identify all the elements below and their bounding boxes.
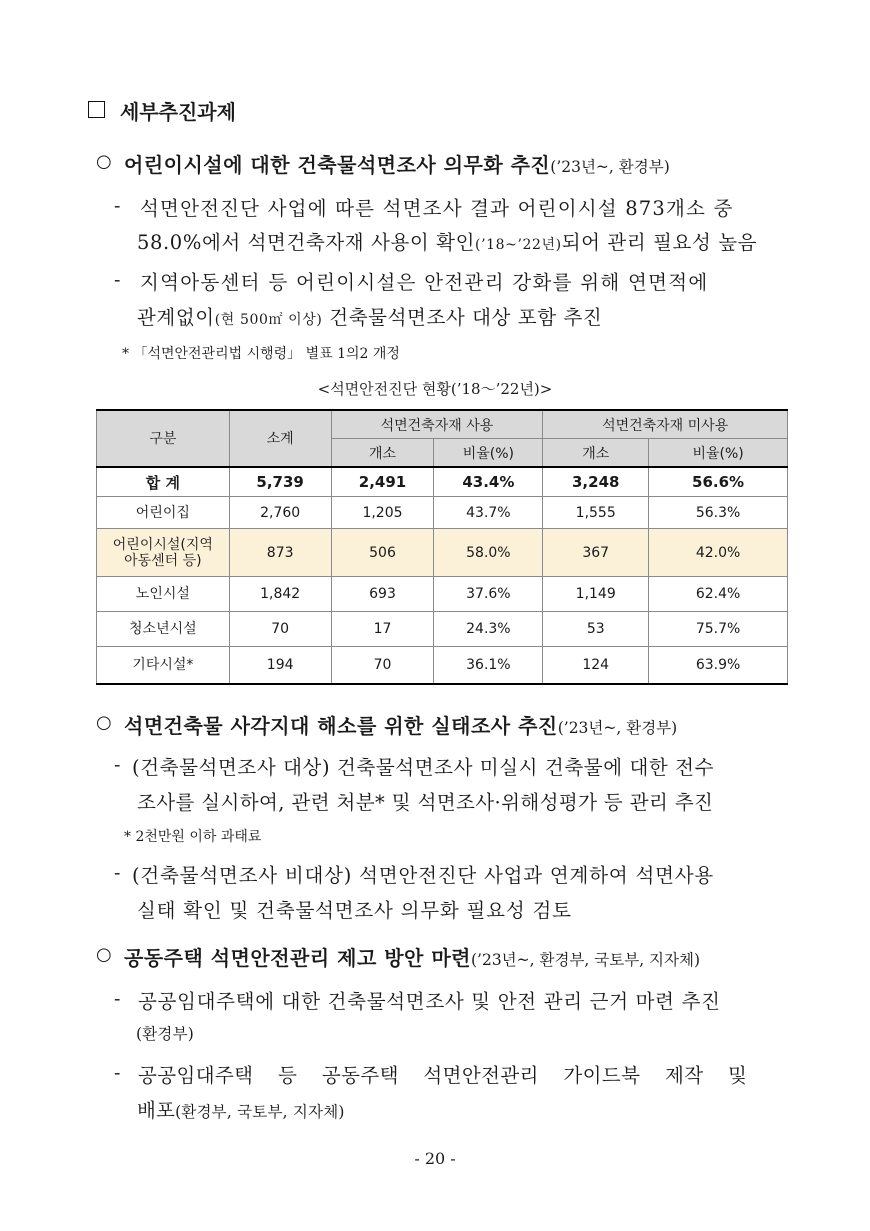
- col-header-used-ratio: 비율(%): [434, 439, 543, 467]
- cell-unused-count: 124: [543, 647, 649, 684]
- table-row: [97, 647, 788, 684]
- item1-sub1-line1: 석면안전진단 사업에 따른 석면조사 결과 어린이시설 873개소 중: [140, 197, 734, 220]
- cell-used-count: 2,491: [331, 467, 434, 497]
- item1-meta: (’23년~, 환경부): [550, 158, 670, 176]
- item1-sub2-line2: 관계없이(현 500㎡ 이상) 건축물석면조사 대상 포함 추진: [137, 306, 603, 329]
- item3-sub1-dash: -: [114, 988, 121, 1010]
- table-row: [97, 497, 788, 529]
- col-header-total: 소계: [229, 410, 331, 467]
- cell-used-ratio: 58.0%: [434, 529, 543, 577]
- item2-sub2-line2: 실태 확인 및 건축물석면조사 의무화 필요성 검토: [137, 899, 572, 922]
- cell-unused-count: 1,555: [543, 497, 649, 529]
- item1-title: 어린이시설에 대한 건축물석면조사 의무화 추진: [124, 153, 551, 177]
- cell-total: 873: [229, 529, 331, 577]
- col-header-unused-count: 개소: [543, 439, 649, 467]
- cell-unused-ratio: 75.7%: [649, 612, 788, 647]
- item2-sub2-line1: (건축물석면조사 비대상) 석면안전진단 사업과 연계하여 석면사용: [132, 864, 715, 887]
- col-header-unused-ratio: 비율(%): [649, 439, 788, 467]
- cell-unused-ratio: 62.4%: [649, 576, 788, 611]
- item2-sub1-line1: (건축물석면조사 대상) 건축물석면조사 미실시 건축물에 대한 전수: [132, 756, 715, 779]
- item3-title: 공동주택 석면안전관리 제고 방안 마련: [124, 946, 471, 970]
- item1-bullet: ○: [96, 151, 112, 172]
- table-row-highlighted: [97, 529, 788, 577]
- cell-unused-count: 1,149: [543, 576, 649, 611]
- asbestos-survey-table: [96, 409, 788, 685]
- cell-used-ratio: 24.3%: [434, 612, 543, 647]
- item1-heading: [124, 149, 670, 178]
- cell-total: 194: [229, 647, 331, 684]
- cell-total: 1,842: [229, 576, 331, 611]
- cell-used-count: 1,205: [331, 497, 434, 529]
- cell-unused-ratio: 56.6%: [649, 467, 788, 497]
- item3-sub2-line1: 공공임대주택 등 공동주택 석면안전관리 가이드북 제작 및: [138, 1064, 748, 1087]
- cell-unused-count: 53: [543, 612, 649, 647]
- section-title: 세부추진과제: [120, 100, 236, 124]
- table-total-row: [97, 467, 788, 497]
- cell-unused-count: 367: [543, 529, 649, 577]
- cell-used-ratio: 37.6%: [434, 576, 543, 611]
- item2-bullet: ○: [96, 712, 112, 733]
- cell-name: 합 계: [97, 467, 230, 497]
- item2-footnote: * 2천만원 이하 과태료: [124, 829, 262, 845]
- cell-unused-count: 3,248: [543, 467, 649, 497]
- table-caption: <석면안전진단 현황(’18～’22년)>: [317, 380, 553, 398]
- cell-used-ratio: 43.4%: [434, 467, 543, 497]
- item1-sub2-line1: 지역아동센터 등 어린이시설은 안전관리 강화를 위해 연면적에: [140, 271, 709, 294]
- item3-bullet: ○: [96, 944, 112, 965]
- cell-unused-ratio: 42.0%: [649, 529, 788, 577]
- item2-title: 석면건축물 사각지대 해소를 위한 실태조사 추진: [124, 714, 558, 738]
- cell-name: 기타시설*: [97, 647, 230, 684]
- cell-used-count: 693: [331, 576, 434, 611]
- item1-sub1-line2: 58.0%에서 석면건축자재 사용이 확인(’18~’22년)되어 관리 필요성 높음: [137, 231, 758, 254]
- item2-sub1-dash: -: [114, 754, 121, 776]
- cell-total: 5,739: [229, 467, 331, 497]
- cell-name: 어린이시설(지역 아동센터 등): [97, 529, 230, 577]
- cell-name: 어린이집: [97, 497, 230, 529]
- item3-sub2-line2: 배포(환경부, 국토부, 지자체): [137, 1099, 345, 1122]
- cell-used-count: 506: [331, 529, 434, 577]
- table-row: [97, 576, 788, 611]
- item3-sub1-line1: 공공임대주택에 대한 건축물석면조사 및 안전 관리 근거 마련 추진: [138, 990, 721, 1013]
- cell-name: 노인시설: [97, 576, 230, 611]
- section-checkbox: [88, 101, 105, 118]
- col-header-category: 구분: [97, 410, 230, 467]
- item1-footnote: * 「석면안전관리법 시행령」 별표 1의2 개정: [122, 346, 400, 362]
- item1-sub2-dash: -: [114, 269, 121, 291]
- cell-used-count: 17: [331, 612, 434, 647]
- item2-meta: (’23년~, 환경부): [557, 719, 678, 737]
- cell-used-count: 70: [331, 647, 434, 684]
- cell-unused-ratio: 63.9%: [649, 647, 788, 684]
- item3-sub2-dash: -: [114, 1062, 121, 1084]
- item3-meta: (’23년~, 환경부, 국토부, 지자체): [470, 951, 701, 969]
- item2-heading: [124, 710, 677, 739]
- cell-total: 70: [229, 612, 331, 647]
- col-header-used: 석면건축자재 사용: [331, 410, 543, 439]
- col-header-used-count: 개소: [331, 439, 434, 467]
- table-row: [97, 612, 788, 647]
- item2-sub2-dash: -: [114, 862, 121, 884]
- cell-name: 청소년시설: [97, 612, 230, 647]
- cell-unused-ratio: 56.3%: [649, 497, 788, 529]
- page-number: - 20 -: [414, 1149, 456, 1168]
- item1-sub1-dash: -: [114, 195, 121, 217]
- cell-used-ratio: 43.7%: [434, 497, 543, 529]
- col-header-unused: 석면건축자재 미사용: [543, 410, 788, 439]
- item2-sub1-line2: 조사를 실시하여, 관련 처분* 및 석면조사·위해성평가 등 관리 추진: [137, 791, 714, 814]
- table-header-row: [97, 410, 788, 439]
- item3-sub1-line2: (환경부): [136, 1025, 195, 1043]
- cell-used-ratio: 36.1%: [434, 647, 543, 684]
- cell-total: 2,760: [229, 497, 331, 529]
- item3-heading: [124, 942, 700, 971]
